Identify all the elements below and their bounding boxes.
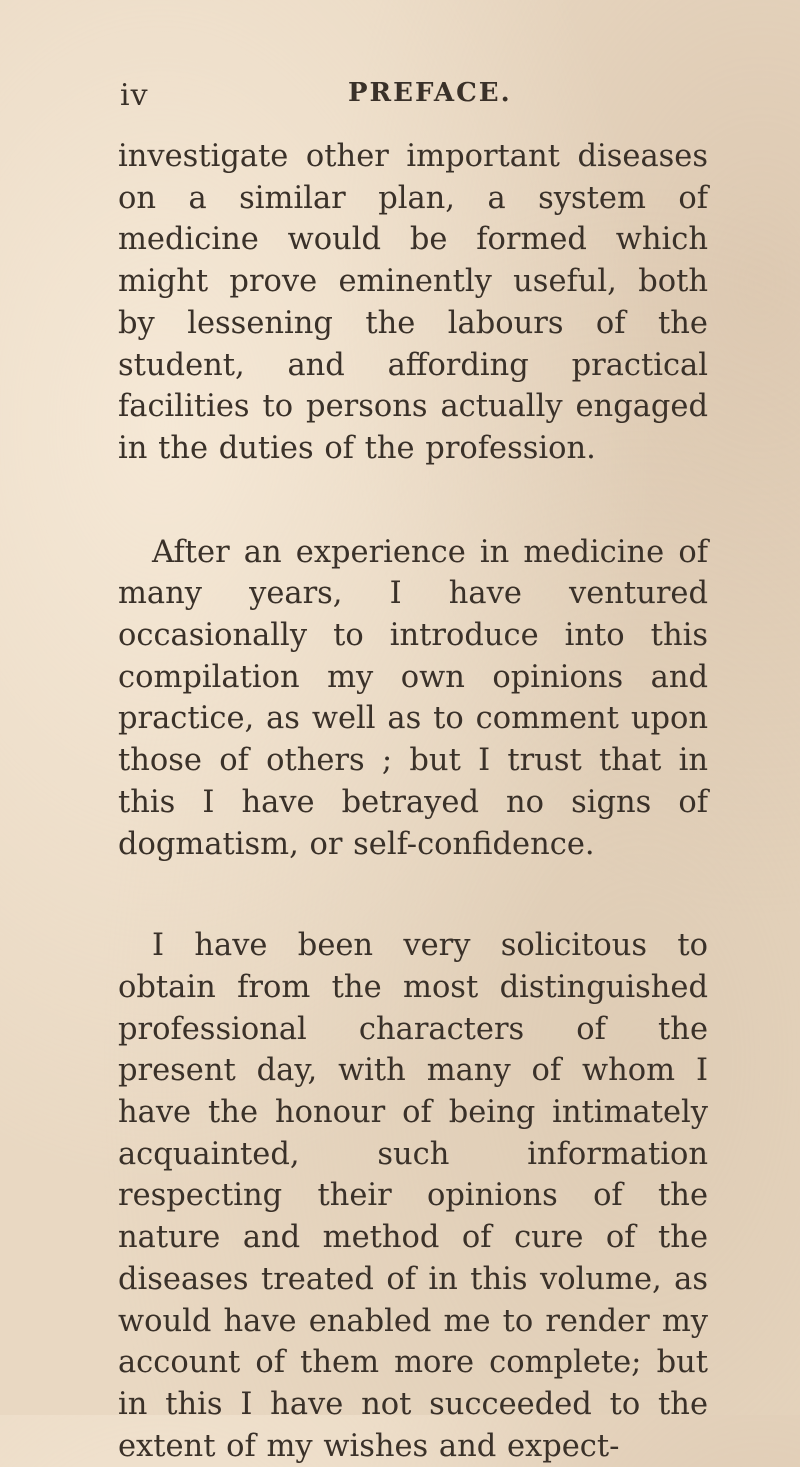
body-text: [118, 136, 708, 1467]
page-header: [120, 78, 740, 118]
paragraph-experience: After an experience in medicine of many years, I have ventured occasionally to introduce into this compilation my own opinions and practice, as well as to comment upon those of others ; but I trust that in this I have betrayed no signs of dogmatism, or self-confidence.: [118, 534, 708, 862]
paragraph-solicitous: I have been very solicitous to obtain from the most distinguished professional characters of the present day, with many of whom I have the honour of being intimately acquainted, such information respecting their opinions of the nature and method of cure of the diseases treated of in this volume, as would have enabled me to render my account of them more complete; but in this I have not succeeded to the extent of my wishes and expect-: [118, 928, 708, 1464]
page-number: iv: [120, 78, 149, 113]
paragraph-continued: investigate other important diseases on a similar plan, a system of medicine would be formed which might prove eminently useful, both by lessening the labours of the student, and affording practical facilities to persons actually engaged in the duties of the profession.: [118, 139, 708, 466]
running-head: PREFACE.: [348, 78, 512, 108]
